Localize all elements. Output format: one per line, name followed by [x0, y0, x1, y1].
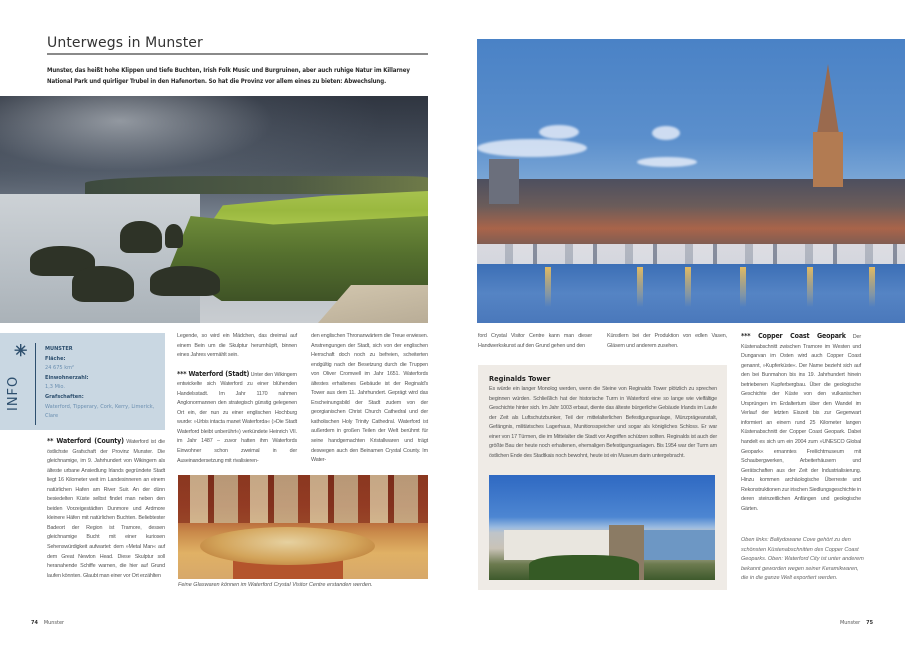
glass-caption: Feine Glaswaren können im Waterford Crystal Visitor Centre erstanden werden. [178, 582, 373, 588]
church-spire [817, 64, 839, 134]
info-field-label: Fläche: [45, 355, 66, 362]
info-field-value: Waterford, Tipperary, Cork, Kerry, Limerick, Clare [45, 403, 155, 420]
sea-rock [150, 266, 220, 296]
lead-paragraph: Munster, das heißt hohe Klippen und tiefe Buchten, Irish Folk Music und Burgruinen, aber auch ruhige Natur im Killarney National Park und quirliger Trubel in den Hafenorten. So hat die Provinz vor allem eines zu bieten: Abwechslung. [47, 67, 410, 85]
reginalds-tower-box [478, 365, 727, 590]
cloud [652, 126, 680, 140]
light-reflection [740, 267, 746, 307]
paragraph [741, 332, 861, 514]
page-title: Unterwegs in Munster [47, 35, 428, 55]
running-head: Munster [840, 620, 861, 626]
harbour-photo [477, 39, 905, 323]
info-box [0, 333, 165, 430]
body-text: Der Küstenabschnitt zwischen Tramore im Westen und Dungarvan im Osten wird auch Copper Coast genannt, »Kupferküste«. Der Name bezieht sich auf den bei Bunmahon bis ins 19. Jahrhundert hinein betriebenen Kupferbergbau. Über die geologische Geschichte der Küste von den vulkanischen Ursprüngen im Erdaltertum über den Wandel im Verlauf der letzten Eiszeit bis zur Gegenwart informiert an einem rund 25 Kilometer langen Küstenabschnitt der Copper Coast Geopark. Dabei handelt es sich um ein 2004 zum »UNESCO Global Geopark« ernanntes Freilichtmuseum mit Schaubergwerken, Arbeiterhäusern und Gerätschaften aus der Zeit der Industrialisierung. Hinzu kommen archäologische Überreste und Rekonstruktionen zur irischen Siedlungsgeschichte in deren steinzeitlichen Anfängen und geologische Gärten. [741, 334, 861, 512]
info-field-value: 24 675 km² [45, 365, 75, 372]
text-column-2 [177, 332, 297, 466]
river-water [477, 264, 905, 323]
church-tower [813, 132, 843, 187]
photo-caption: Oben links: Ballydowane Cove gehört zu den schönsten Küstenabschnitten des Copper Coast Geoparks. Oben: Waterford City ist unter anderem bekannt geworden wegen seiner Keramikwaren, die in die ganze Welt exportiert werden. [741, 537, 864, 582]
info-field-label: Grafschaften: [45, 393, 84, 400]
info-divider [35, 343, 36, 425]
page-number: 75 [866, 620, 874, 626]
trees [529, 555, 639, 580]
light-reflection [637, 267, 643, 307]
sea-rock [165, 224, 183, 248]
section-heading: ** Waterford (County) [47, 437, 124, 445]
body-text: Waterford ist die östlichste Grafschaft der Provinz Munster. Die gleichnamige, im 9. Jahrhundert von Wikingern als älteste urbane Ansiedlung Irlands gegründete Stadt liegt 16 Kilometer weit im Landesinneren an einem natürlichen Hafen am River Suir. An der dünn besiedelten Küste selbst findet man neben den beiden Vorzeigestädten Dunmore und Ardmore kleinere Häfen mit natürlichen Buchten. Beliebtester Badeort der Region ist Tramore, dessen gleichnamige Bucht mit einer kuriosen Sehenswürdigkeit aufwartet: dem »Metal Man« auf dem Great Newton Head. Diese Skulptur soll heranahende Schiffe warnen, die hier auf Grund laufen könnten. Glaubt man einer vor Ort erzählten [47, 439, 166, 579]
folio-right [840, 620, 873, 626]
sea-rock [72, 266, 134, 302]
display-shelves [178, 475, 428, 523]
light-reflection [869, 267, 875, 307]
cloud [637, 157, 697, 167]
box-text: Es würde ein langer Monolog werden, wenn die Steine von Reginalds Tower plötzlich zu sprechen beginnen würden. Schließlich hat der historische Turm in Waterford eine so lange wie vielfältige Geschichte hinter sich. Im Jahr 1003 erbaut, diente das älteste bürgerliche Gebäude Irlands im Laufe der Zeit als Luftschutzbunker, Teil der mittelalterlichen Befestigungsanlage, Münzprägeanstalt, Gefängnis, militärisches Lagerhaus, Munitionsspeicher und sogar als königliches Schloss. Er war einer von 17 Türmen, die im Mittelalter die Stadt vor Angriffen schützen sollten. Reginalds ist auch der größte Bau der heute noch erhaltenen, ehemaligen Befestigungsanlagen. Bis 1954 war der Turm am östlichen Ende des Stadtkais noch bewohnt, heute ist ein Museum darin untergebracht. [489, 386, 717, 459]
cloud [539, 125, 579, 139]
moored-boats [477, 244, 905, 264]
text-column-4 [478, 332, 592, 351]
paragraph [47, 437, 165, 581]
text-column-5 [607, 332, 727, 351]
sea-rock [120, 221, 162, 253]
light-reflection [685, 267, 691, 307]
section-heading: *** Waterford (Stadt) [177, 369, 250, 378]
paragraph: Legende, so wird ein Mädchen, das dreimal auf einem Bein um die Skulptur herumhüpft, binnen eines Jahres vermählt sein. [177, 333, 297, 359]
page-number: 74 [31, 620, 38, 626]
info-field-label: Einwohnerzahl: [45, 374, 89, 381]
text-column-3 [311, 332, 428, 466]
paragraph: den englischen Thronanwärtern die Treue erwiesen. Anstrengungen der Stadt, sich von der englischen Herrschaft doch noch zu befreien, scheiterten endgültig nach der Besetzung durch die Truppen von Oliver Cromwell im Jahr 1651. Waterfords ältestes erhaltenes Gebäude ist der Reginald's Tower aus dem 11. Jahrhundert. Geprägt wird das Erscheinungsbild der Stadt zudem von der georgianischen Christ Church Cathedral und der katholischen Holy Trinity Cathedral. Waterford ist außerdem in großen Teilen der Welt berühmt für seine handgemachten Kristallwaren und trägt deswegen auch den Beinamen Crystal County. Im Water- [311, 333, 428, 464]
paragraph: Künstlern bei der Produktion von edlen Vasen, Gläsern und anderem zusehen. [607, 333, 727, 349]
info-label: INFO [6, 375, 21, 411]
body-text: Unter den Wikingern entwickelte sich Waterford zu einer blühenden Handelsstadt. Im Jahr 1170 nahmen Anglonormannen den strategisch günstig gelegenen Ort ein, der nun zu einer englischen Hochburg wurde: »Urbis intacta manet Waterforda« (»Die Stadt Waterford bleibt unberührt«) verkündete Heinrich VII. im Jahr 1487 – zuvor hatten ihm Waterfords Einwohner schon zweimal in der Auseinandersetzung mit rivalisieren- [177, 371, 297, 464]
asterisk-icon: ✳ [14, 343, 28, 360]
paragraph: ford Crystal Visitor Centre kann man dieser Handwerkskunst auf den Grund gehen und den [478, 333, 592, 349]
folio-left [31, 620, 64, 626]
cloud [477, 139, 587, 157]
light-reflection [545, 267, 551, 307]
headland [85, 176, 428, 194]
section-heading: *** Copper Coast Geopark [741, 332, 846, 340]
box-title: Reginalds Tower [489, 374, 551, 383]
display-table [200, 527, 375, 565]
text-column-6 [741, 332, 861, 514]
castle-tower [489, 159, 519, 204]
text-column-1 [47, 437, 165, 581]
light-reflection [807, 267, 813, 307]
glass-shop-photo [178, 475, 428, 579]
info-content [45, 345, 163, 422]
info-title: MUNSTER [45, 346, 73, 352]
info-field-value: 1,3 Mio. [45, 384, 65, 391]
paragraph [177, 370, 297, 466]
reginalds-tower-photo [489, 475, 715, 580]
river [639, 530, 715, 560]
coast-photo [0, 96, 428, 323]
running-head: Munster [43, 620, 65, 626]
